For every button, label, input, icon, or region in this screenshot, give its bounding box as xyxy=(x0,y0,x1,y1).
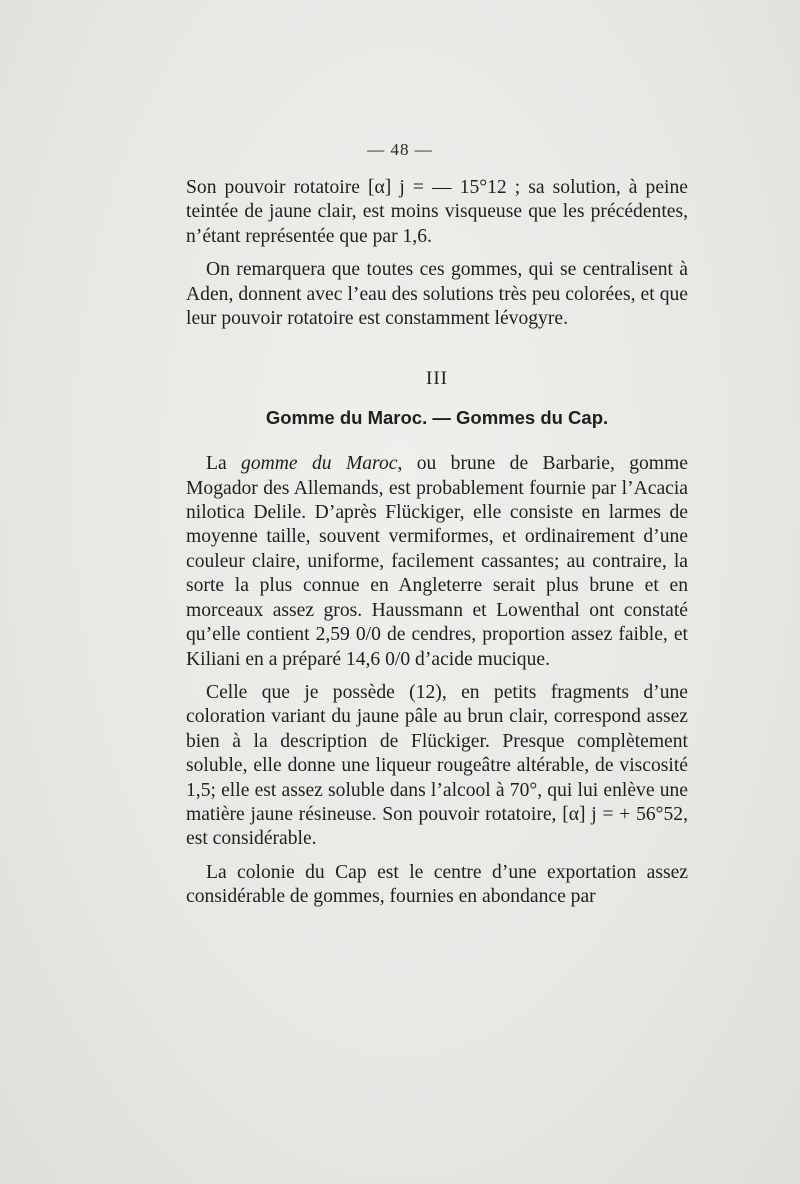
paragraph-maroc-italic: gomme du Maroc xyxy=(241,453,398,475)
paragraph-colonie-cap: La colonie du Cap est le centre d’une exportation assez considérable de gommes, fournies en abondance par xyxy=(186,861,688,908)
section-title: Gomme du Maroc. — Gommes du Cap. xyxy=(265,406,609,428)
paragraph-rotatory-power: Son pouvoir rotatoire [α] j = — 15°12 ; sa solution, à peine teintée de jaune clair, est moins visqueuse que les précédentes, n’étant représentée que par 1,6. xyxy=(186,177,688,247)
section-number: III xyxy=(426,368,448,390)
paragraph-maroc xyxy=(186,452,688,672)
paragraph-maroc-lead: La xyxy=(206,453,242,475)
page-number: — 48 — xyxy=(367,140,433,159)
paragraph-celle-que: Celle que je possède (12), en petits fragments d’une coloration variant du jaune pâle au brun clair, correspond assez bien à la description de Flückiger. Presque complètement soluble, elle donne une liqueur rougeâtre altérable, de viscosité 1,5; elle est assez soluble dans l’alcool à 70°, qui lui enlève une matière jaune résineuse. Son pouvoir rotatoire, [α] j = + 56°52, est considérable. xyxy=(186,681,688,850)
paragraph-maroc-rest: , ou brune de Barbarie, gomme Mogador des Allemands, est probablement fournie par l’Acacia nilotica Delile. D’après Flückiger, elle consiste en larmes de moyenne taille, souvent vermiformes, et ordinairement d’une couleur claire, uniforme, facilement cassantes; au contraire, la sorte la plus connue en Angleterre serait plus brune et en morceaux assez gros. Haussmann et Lowenthal ont constaté qu’elle contient 2,59 0/0 de cendres, proportion assez faible, et Kiliani en a préparé 14,6 0/0 d’acide mucique. xyxy=(186,453,688,670)
paragraph-aden-gums: On remarquera que toutes ces gommes, qui se centralisent à Aden, donnent avec l’eau des solutions très peu colorées, et que leur pouvoir rotatoire est constamment lévogyre. xyxy=(186,259,688,330)
body-text xyxy=(186,176,688,919)
